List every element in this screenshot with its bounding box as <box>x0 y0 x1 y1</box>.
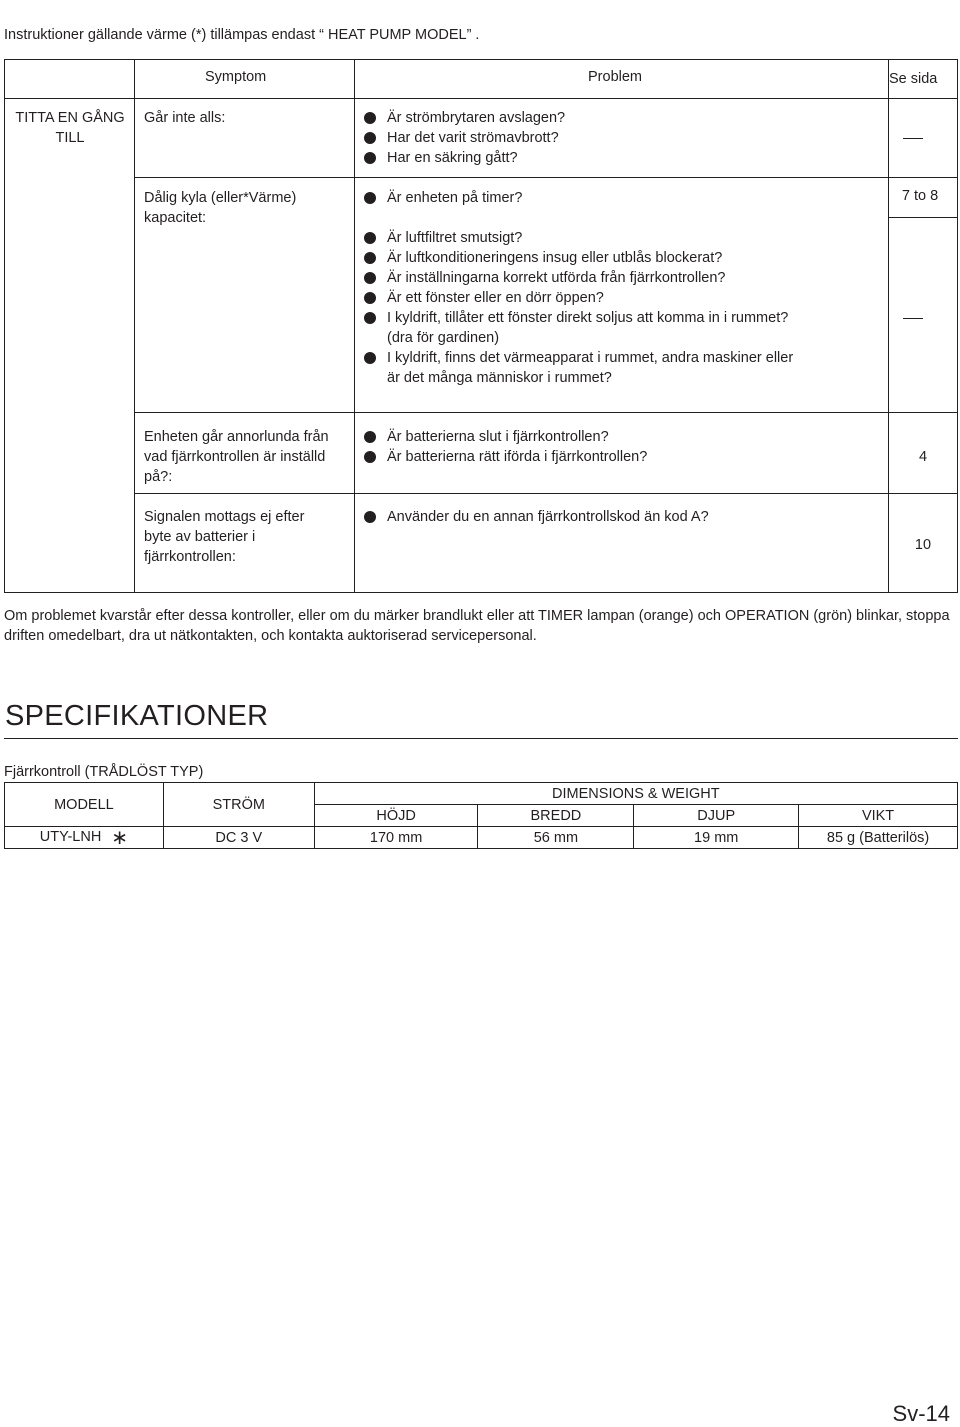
page-ref-dash <box>903 138 923 139</box>
row-rule <box>134 177 957 178</box>
page-ref: 4 <box>918 449 928 465</box>
bullet-icon <box>364 431 376 443</box>
list-item: I kyldrift, tillåter ett fönster direkt soljus att komma in i rummet? <box>357 308 793 328</box>
header-depth: DJUP <box>634 805 799 827</box>
list-item-continuation: (dra för gardinen) <box>387 330 500 346</box>
list-item: Har det varit strömavbrott? <box>357 128 565 148</box>
problem-list <box>357 188 522 208</box>
header-width: BREDD <box>478 805 634 827</box>
bullet-icon <box>364 132 376 144</box>
list-item: Är luftfiltret smutsigt? <box>357 228 793 248</box>
page-number: Sv-14 <box>892 1401 950 1426</box>
column-divider <box>134 60 135 592</box>
spec-table <box>4 782 958 849</box>
first-column-label: TITTA EN GÅNG TILL <box>15 110 125 146</box>
list-item: Använder du en annan fjärrkontrollskod än kod A? <box>357 507 709 527</box>
header-model: MODELL <box>5 783 164 827</box>
list-item-continuation: är det många människor i rummet? <box>387 370 612 386</box>
weight-cell: 85 g (Batterilös) <box>799 827 958 849</box>
row-rule <box>134 412 957 413</box>
problem-list <box>357 108 565 168</box>
bullet-icon <box>364 152 376 164</box>
section-rule <box>4 738 958 739</box>
symptom-no-signal: Signalen mottags ej efter byte av batterier i fjärrkontrollen: <box>144 509 305 565</box>
header-power: STRÖM <box>163 783 314 827</box>
section-title: SPECIFIKATIONER <box>5 700 269 732</box>
column-divider <box>354 60 355 592</box>
bullet-icon <box>364 192 376 204</box>
header-dimensions: DIMENSIONS & WEIGHT <box>314 783 957 805</box>
list-item: Är luftkonditioneringens insug eller utblås blockerat? <box>357 248 793 268</box>
bullet-icon <box>364 352 376 364</box>
header-page: Se sida <box>889 71 938 87</box>
list-item: Är batterierna slut i fjärrkontrollen? <box>357 427 647 447</box>
bullet-icon <box>364 272 376 284</box>
symptom-poor-capacity: Dålig kyla (eller*Värme) kapacitet: <box>144 190 297 226</box>
bullet-icon <box>364 511 376 523</box>
symptom-not-running: Går inte alls: <box>144 110 226 126</box>
row-rule <box>888 217 957 218</box>
page-ref-dash <box>903 318 923 319</box>
header-symptom: Symptom <box>205 69 267 85</box>
bullet-icon <box>364 232 376 244</box>
bullet-icon <box>364 451 376 463</box>
list-item: Är inställningarna korrekt utförda från fjärrkontrollen? <box>357 268 793 288</box>
asterisk-mark: ∗ <box>111 827 129 849</box>
table-row <box>5 827 958 849</box>
bullet-icon <box>364 252 376 264</box>
bullet-icon <box>364 312 376 324</box>
symptom-different-operation: Enheten går annorlunda från vad fjärrkontrollen är inställd på?: <box>144 429 329 485</box>
depth-cell: 19 mm <box>634 827 799 849</box>
problem-list <box>357 507 709 527</box>
troubleshooting-table <box>4 59 958 593</box>
header-rule <box>5 98 957 99</box>
power-cell: DC 3 V <box>163 827 314 849</box>
page-ref: 7 to 8 <box>901 188 939 204</box>
row-rule <box>134 493 957 494</box>
header-problem: Problem <box>588 69 642 85</box>
list-item: Har en säkring gått? <box>357 148 565 168</box>
page-ref: 10 <box>914 537 932 553</box>
list-item: Är enheten på timer? <box>357 188 522 208</box>
header-height: HÖJD <box>314 805 478 827</box>
bullet-icon <box>364 112 376 124</box>
header-weight: VIKT <box>799 805 958 827</box>
table-row <box>5 783 958 805</box>
model-cell <box>5 827 164 849</box>
problem-list <box>357 427 647 467</box>
problem-list <box>357 228 793 388</box>
intro-text: Instruktioner gällande värme (*) tillämpas endast “ HEAT PUMP MODEL” . <box>4 27 480 43</box>
width-cell: 56 mm <box>478 827 634 849</box>
warning-note: Om problemet kvarstår efter dessa kontroller, eller om du märker brandlukt eller att TIMER lampan (orange) och OPERATION (grön) blinkar, stoppa driften omedelbart, dra ut nätkontakten, och kontakta auktoriserad servicepersonal. <box>4 608 950 644</box>
column-divider <box>888 60 889 592</box>
list-item: I kyldrift, finns det värmeapparat i rummet, andra maskiner eller <box>357 348 793 368</box>
bullet-icon <box>364 292 376 304</box>
list-item: Är strömbrytaren avslagen? <box>357 108 565 128</box>
list-item: Är ett fönster eller en dörr öppen? <box>357 288 793 308</box>
list-item: Är batterierna rätt iförda i fjärrkontrollen? <box>357 447 647 467</box>
section-subtitle: Fjärrkontroll (TRÅDLÖST TYP) <box>4 764 204 780</box>
model-value: UTY-LNH <box>39 829 102 845</box>
height-cell: 170 mm <box>314 827 478 849</box>
